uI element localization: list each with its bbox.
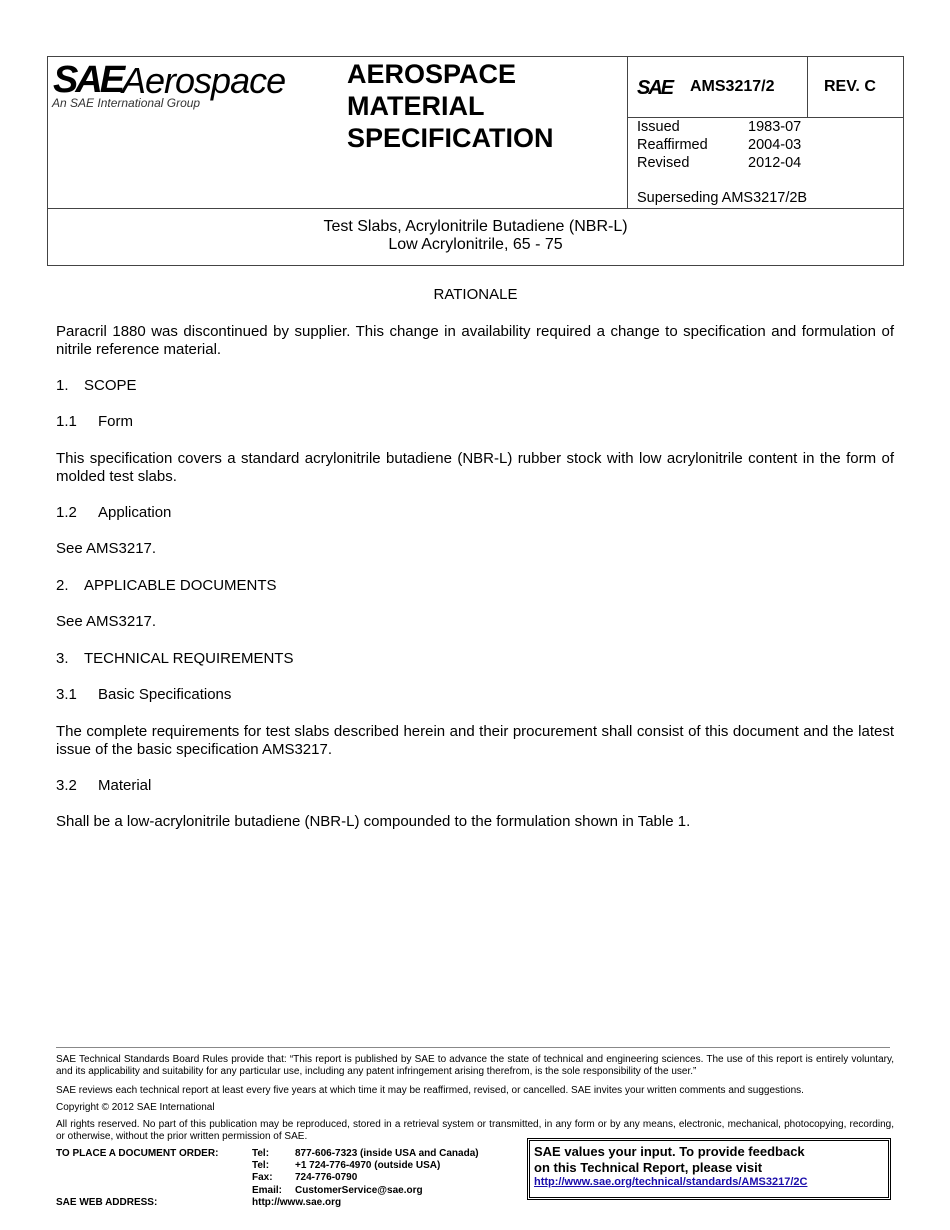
date-value: 1983-07 — [748, 119, 802, 135]
superseding-note: Superseding AMS3217/2B — [637, 190, 808, 206]
section-number: 2. — [56, 577, 69, 594]
section-title: Material — [98, 777, 152, 794]
sae-mini-logo: SAE — [637, 77, 673, 99]
feedback-link[interactable]: http://www.sae.org/technical/standards/AMS3217/2C — [534, 1176, 808, 1188]
section-number: 3.2 — [56, 777, 77, 794]
contact-key: Fax: — [252, 1172, 273, 1183]
footer-rights-text: All rights reserved. No part of this publication may be reproduced, stored in a retrieval system or transmitted, in any form or by any means, electronic, mechanical, photocopying, recording, or otherwise, without the prior written permission of SAE. — [56, 1119, 894, 1142]
section-heading — [56, 504, 171, 521]
rationale-heading: RATIONALE — [433, 286, 518, 303]
section-number: 3.1 — [56, 686, 77, 703]
order-label: TO PLACE A DOCUMENT ORDER: — [56, 1148, 219, 1159]
header-divider — [627, 56, 628, 208]
aerospace-logo-text: Aerospace — [122, 60, 286, 101]
document-title — [347, 58, 617, 154]
section-paragraph: The complete requirements for test slabs described herein and their procurement shall consist of this document and the latest issue of the basic specification AMS3217. — [56, 723, 894, 758]
section-paragraph: See AMS3217. — [56, 540, 157, 557]
date-value: 2012-04 — [748, 155, 802, 171]
contact-value: 724-776-0790 — [295, 1172, 358, 1183]
section-title: APPLICABLE DOCUMENTS — [84, 577, 277, 594]
footer-divider — [56, 1047, 890, 1048]
section-heading — [56, 377, 137, 394]
section-number: 1.2 — [56, 504, 77, 521]
section-title: Basic Specifications — [98, 686, 232, 703]
logo-subtitle: An SAE International Group — [52, 96, 201, 110]
contact-value: 877-606-7323 (inside USA and Canada) — [295, 1148, 479, 1159]
title-line: AEROSPACE — [347, 59, 517, 89]
document-subject — [47, 218, 904, 254]
date-row — [637, 136, 801, 154]
subject-line: Low Acrylonitrile, 65 - 75 — [388, 236, 563, 253]
header-divider — [47, 208, 904, 209]
section-paragraph: See AMS3217. — [56, 613, 157, 630]
section-heading — [56, 650, 293, 667]
date-row — [637, 154, 801, 172]
section-heading — [56, 686, 231, 703]
feedback-line: on this Technical Report, please visit — [534, 1160, 763, 1175]
section-title: SCOPE — [84, 377, 137, 394]
section-heading — [56, 777, 151, 794]
section-heading — [56, 413, 133, 430]
date-row — [637, 118, 801, 136]
revision-label: REV. C — [824, 78, 876, 95]
title-line: SPECIFICATION — [347, 123, 554, 153]
date-label: Revised — [637, 155, 690, 171]
section-number: 1.1 — [56, 413, 77, 430]
contact-key: Tel: — [252, 1160, 270, 1171]
header-divider — [807, 56, 808, 118]
date-label: Reaffirmed — [637, 137, 708, 153]
contact-key: Email: — [252, 1185, 283, 1196]
section-number: 1. — [56, 377, 69, 394]
section-heading — [56, 577, 277, 594]
sae-logo: SAE — [53, 59, 123, 101]
title-line: MATERIAL — [347, 91, 485, 121]
date-table — [637, 118, 801, 172]
section-title: TECHNICAL REQUIREMENTS — [84, 650, 294, 667]
contact-email[interactable]: CustomerService@sae.org — [295, 1185, 423, 1196]
contact-value: +1 724-776-4970 (outside USA) — [295, 1160, 441, 1171]
feedback-text — [534, 1144, 805, 1176]
section-paragraph: Shall be a low-acrylonitrile butadiene (NBR-L) compounded to the formulation shown in Table 1. — [56, 813, 691, 830]
date-value: 2004-03 — [748, 137, 802, 153]
rationale-paragraph: Paracril 1880 was discontinued by supplier. This change in availability required a change to specification and formulation of nitrile reference material. — [56, 323, 894, 358]
section-paragraph: This specification covers a standard acrylonitrile butadiene (NBR-L) rubber stock with low acrylonitrile content in the form of molded test slabs. — [56, 450, 894, 485]
section-title: Form — [98, 413, 133, 430]
web-address-link[interactable]: http://www.sae.org — [252, 1197, 342, 1208]
section-number: 3. — [56, 650, 69, 667]
section-title: Application — [98, 504, 172, 521]
web-label: SAE WEB ADDRESS: — [56, 1197, 158, 1208]
subject-line: Test Slabs, Acrylonitrile Butadiene (NBR-L) — [323, 218, 628, 235]
footer-rules-text: SAE Technical Standards Board Rules provide that: “This report is published by SAE to advance the state of technical and engineering sciences. The use of this report is entirely voluntary, and its applicability and suitability for any particular use, including any patent infringement arising therefrom, is the sole responsibility of the user.” — [56, 1054, 894, 1077]
date-label: Issued — [637, 119, 680, 135]
footer-review-text: SAE reviews each technical report at least every five years at which time it may be reaffirmed, revised, or cancelled. SAE invites your written comments and suggestions. — [56, 1085, 804, 1096]
footer-copyright: Copyright © 2012 SAE International — [56, 1102, 215, 1113]
feedback-line: SAE values your input. To provide feedback — [534, 1144, 805, 1159]
document-number: AMS3217/2 — [690, 78, 775, 95]
contact-key: Tel: — [252, 1148, 270, 1159]
